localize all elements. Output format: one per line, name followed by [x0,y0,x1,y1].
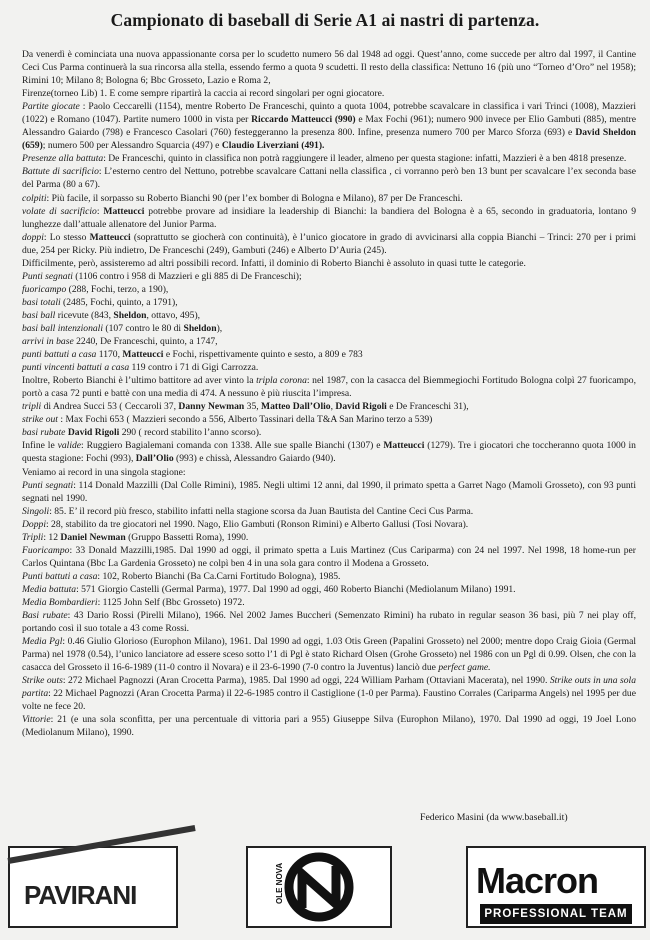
category-label: Doppi [22,518,46,530]
article-paragraph [22,609,636,635]
paragraph-text: : De Franceschi, quinto in classifica non potrà raggiungere il leader, almeno per questa stagione: infatti, Mazzieri è a ben 4818 presenze. [103,153,627,165]
bold-name: Matteo Dall’Olio [261,401,331,413]
paragraph-text: 35, [244,401,262,413]
paragraph-text: : Max Fochi 653 ( Mazzieri secondo a 556, Alberto Tassinari della T&A San Marino terzo a 539) [57,414,433,426]
category-label: valide [57,440,82,452]
paragraph-text: : 114 Donald Mazzilli (Dal Colle Rimini), 1985. Negli ultimi 12 anni, dal 1990, il primato spetta a Garret Nago (Mamoli Grosseto), con 93 punti segnati nel 1990. [22,479,636,504]
article-paragraph [22,283,636,296]
category-label: Punti battuti a casa [22,570,98,582]
article-paragraph [22,596,636,609]
paragraph-text: : nel 1987, con la casacca del Biemmegiochi Fortitudo Bologna colpì 27 fuoricampo, portò a casa 72 punti e battè con una media di 474. A nessuno è più riuscita l’impresa. [22,375,637,400]
article-paragraph [22,374,636,400]
article-body [22,48,636,739]
article-paragraph [22,426,636,439]
category-label: doppi [22,231,44,243]
bold-name: Sheldon [183,322,217,334]
category-label: basi ball intenzionali [22,322,104,334]
category-label: strike out [22,414,58,426]
pavirani-logo [8,846,178,928]
paragraph-text: (Gruppo Bassetti Roma), 1990. [125,531,249,543]
category-label: Strike outs [22,675,63,687]
paragraph-text: (107 contro le 80 di [103,322,184,334]
paragraph-text: : 571 Giorgio Castelli (Germal Parma), 1977. Dal 1990 ad oggi, 460 Roberto Bianchi (Mediolanum Milano) 1991. [76,583,516,595]
paragraph-text: potrebbe provare ad insidiare la leadership di Bianchi: la bandiera del Bologna è a 65, secondo in graduatoria, lontano 9 lunghezze dall’attuale allenatore del Junior Parma. [22,205,636,230]
category-label: Strike outs in una sola partita [22,675,636,700]
article-paragraph [22,479,636,505]
bold-name: Claudio Liverziani (491). [221,140,325,152]
article-paragraph [22,270,636,283]
bold-name: Sheldon [113,309,147,321]
paragraph-text: Difficilmente, però, assisteremo ad altri possibili record. Infatti, il dominio di Roberto Bianchi è assoluto in quasi tutte le categorie. [22,257,526,269]
paragraph-text: 1170, [96,349,123,361]
paragraph-text: , [330,401,336,413]
olenova-logo [246,846,392,928]
paragraph-text: : 12 [43,531,61,543]
article-paragraph [22,570,636,583]
paragraph-text: : 0.46 Giulio Glorioso (Europhon Milano), 1961. Dal 1990 ad oggi, 1.03 Otis Green (Papalini Grosseto) nel 2000; mentre dopo Craig Gioia (Germal Parma) nel 1978 (0.54), l’unico lanciatore ad essere sceso sotto l’1 di Pgl è stato Richard Olsen (Grohe Grosseto) nel 1986 con un Pgl di 0.99. Olsen, che con la casacca del Grosseto il 16-6-1989 (11-0 contro il Novara) e il 23-6-1990 (7-0 contro la Juventus) lanciò due [22,636,637,674]
logo-stripe [7,825,195,864]
bold-name: Matteucci [383,440,425,452]
category-label: tripla corona [256,375,307,387]
article-paragraph [22,48,636,87]
category-label: volate di sacrificio [22,205,97,217]
paragraph-text: (1106 contro i 958 di Mazzieri e gli 885 di De Franceschi); [72,270,302,282]
article-paragraph [22,152,636,165]
category-label: Punti segnati [22,270,73,282]
paragraph-text: 290 ( record stabilito l’anno scorso). [119,427,262,439]
category-label: Media Bombardieri [22,596,98,608]
paragraph-text: (1279). Tre i giocatori che toccheranno quota 1000 in questa stagione: Fochi (993), [22,440,636,465]
category-label: Media Pgl [22,636,63,648]
paragraph-text: : 22 Michael Pagnozzi (Aran Crocetta Parma) il 22-6-1985 contro il Castiglione (1-0 per Parma). Faustino Corrales (Cariparma Angels) nel 1995 per due volte ne fece 20. [22,688,636,713]
bold-name: Matteucci [89,231,131,243]
macron-logo [466,846,646,928]
paragraph-text: : 33 Donald Mazzilli,1985. Dal 1990 ad oggi, il primato spetta a Luis Martinez (Cus Cariparma) con 24 nel 1997. Nel 1998, 18 home-run per Carlos Quintana (Bbc La Gardenia Grosseto) ne colpì ben 4 in una sola gara contro il Modena a Grosseto. [22,544,636,569]
article-paragraph [22,165,636,191]
paragraph-text: : [96,205,104,217]
bold-name: Danny Newman [178,401,245,413]
category-label: arrivi in base [22,336,74,348]
category-label: Basi rubate [22,610,68,622]
paragraph-text: : Paolo Ceccarelli (1154), mentre Roberto De Franceschi, quinto a quota 1004, potrebbe scavalcare in classifica i vari Trinci (1008), Mazzieri (1022) e Romano (1047). Partite numero 1000 in vista per [22,101,636,126]
article-paragraph [22,231,636,257]
category-label: punti vincenti battuti a casa [22,362,130,374]
article-title: Campionato di baseball di Serie A1 ai nastri di partenza. [110,10,540,30]
bold-name: David Rigoli [335,401,387,413]
article-paragraph [22,466,636,479]
paragraph-text: (2485, Fochi, quinto, a 1791), [60,296,178,308]
article-paragraph [22,87,636,100]
category-label: basi ball [22,309,56,321]
paragraph-text: : Più facile, il sorpasso su Roberto Bianchi 90 (per l’ex bomber di Bologna e Milano), 87 per De Franceschi. [46,192,463,204]
article-paragraph [22,309,636,322]
paragraph-text: Inoltre, Roberto Bianchi è l’ultimo battitore ad aver vinto la [22,375,257,387]
paragraph-text: : 21 (e una sola sconfitta, per una percentuale di vittoria pari a 955) Giuseppe Silva (Europhon Milano), 1970. Dal 1990 ad oggi, 19 Joel Lono (Mediolanum Milano), 1990. [22,714,636,739]
paragraph-text: 119 contro i 71 di Gigi Carrozza. [129,362,259,374]
article-paragraph [22,674,636,713]
article-paragraph [22,413,636,426]
paragraph-text: : Lo stesso [43,231,90,243]
paragraph-text: e Max Fochi (961); numero 900 invece per Elio Gambuti (885), mentre Alessandro Gaiardo (798) e Francesco Casolari (760) festeggeranno la presenza 800. Infine, presenza numero 700 per Marco Sforza (693) e [22,114,636,139]
paragraph-text: Firenze(torneo Lib) 1. E come sempre ripartirà la caccia ai record singolari per ogni giocatore. [22,88,385,100]
paragraph-text: e Fochi, rispettivamente quinto e sesto, a 809 e 783 [163,349,363,361]
category-label: Partite giocate [22,101,80,113]
article-paragraph [22,583,636,596]
category-label: Media battuta [22,583,77,595]
bold-name: David Sheldon (659) [22,127,636,152]
paragraph-text: : 43 Dario Rossi (Pirelli Milano), 1966. Nel 2002 James Buccheri (Semenzato Rimini) ha rubato in regular season 36 basi, più 7 nei play off, portando così il suo totale a 43 come Rossi. [22,610,636,635]
paragraph-text: Infine le [22,440,58,452]
paragraph-text: ricevute (843, [55,309,114,321]
article-paragraph [22,296,636,309]
article-paragraph [22,713,636,739]
macron-logo-subtitle: PROFESSIONAL TEAM [480,904,632,924]
paragraph-text: : 272 Michael Pagnozzi (Aran Crocetta Parma), 1985. Dal 1990 ad oggi, 224 William Parham (Ottaviani Macerata), nel 1990. [62,675,550,687]
category-label: punti battuti a casa [22,349,97,361]
article-credit: Federico Masini (da www.baseball.it) [420,812,568,823]
category-label: fuoricampo [22,283,67,295]
category-label: tripli [22,401,42,413]
paragraph-text: : 102, Roberto Bianchi (Ba Ca.Carni Fortitudo Bologna), 1985. [97,570,341,582]
article-paragraph [22,518,636,531]
article-paragraph [22,348,636,361]
paragraph-text: di Andrea Succi 53 ( Ceccaroli 37, [41,401,179,413]
paragraph-text: : 1125 John Self (Bbc Grosseto) 1972. [97,596,245,608]
article-paragraph [22,400,636,413]
bold-name: David Rigoli [67,427,120,439]
article-paragraph [22,205,636,231]
article-paragraph [22,335,636,348]
bold-name: Daniel Newman [60,531,126,543]
paragraph-text: ; numero 500 per Alessandro Squarcia (497) e [42,140,222,152]
article-paragraph [22,257,636,270]
category-label: Presenze alla battuta [22,153,104,165]
article-paragraph [22,635,636,674]
category-label: Tripli [22,531,44,543]
paragraph-text: , ottavo, 495), [146,309,201,321]
paragraph-text: Veniamo ai record in una singola stagione: [22,466,186,478]
article-paragraph [22,439,636,465]
category-label: Singoli [22,505,50,517]
paragraph-text: : 85. E’ il record più fresco, stabilito infatti nella stagione scorsa da Juan Bautista del Cantine Ceci Cus Parma. [49,505,474,517]
category-label: Fuoricampo [22,544,70,556]
paragraph-text: 2240, De Franceschi, quinto, a 1747, [73,336,218,348]
paragraph-text: ), [216,322,223,334]
category-label: basi totali [22,296,61,308]
category-label: Vittorie [22,714,51,726]
article-paragraph [22,531,636,544]
article-paragraph [22,544,636,570]
macron-logo-text: Macron [476,860,599,901]
paragraph-text: : L’esterno centro del Nettuno, potrebbe scavalcare Cattani nella classifica , ci vorranno però ben 13 bunt per scavalcare l’ex seconda base del Parma (80 a 67). [22,166,636,191]
article-paragraph [22,100,636,152]
article-paragraph [22,361,636,374]
paragraph-text: e De Franceschi 31), [386,401,469,413]
olenova-emblem [248,848,390,926]
article-paragraph [22,322,636,335]
category-label: perfect game. [438,662,491,674]
category-label: Battute di sacrificio [22,166,99,178]
paragraph-text: (993) e chissà, Alessandro Gaiardo (940). [173,453,336,465]
bold-name: Dall’Olio [135,453,174,465]
paragraph-text: (soprattutto se giocherà con continuità), è l’unico giocatore in grado di avvicinarsi alla coppia Bianchi – Trinci: 270 per i primi due, 254 per Ricky. Più indietro, De Franceschi (249), Gambuti (246) e Alberto D’Auria (245). [22,231,636,256]
paragraph-text: (288, Fochi, terzo, a 190), [66,283,169,295]
article-paragraph [22,192,636,205]
paragraph-text: : 28, stabilito da tre giocatori nel 1990. Nago, Elio Gambuti (Ronson Rimini) e Alberto Gallusi (Tosi Novara). [45,518,469,530]
bold-name: Riccardo Matteucci (990) [251,114,356,126]
bold-name: Matteucci [122,349,164,361]
article-paragraph [22,505,636,518]
pavirani-logo-text: PAVIRANI [24,880,137,910]
bold-name: Matteucci [103,205,145,217]
category-label: colpiti [22,192,47,204]
category-label: Punti segnati [22,479,74,491]
paragraph-text: Da venerdì è cominciata una nuova appassionante corsa per lo scudetto numero 56 dal 1948 ad oggi. Quest’anno, come succede per altro dal 1997, il Cantine Ceci Cus Parma continuerà la sua rincorsa alla stella, essendo fermo a quota 9 scudetti. Il resto della classifica: Nettuno 16 (più uno “Torneo d’Oro” nel 1958); Rimini 10; Milano 8; Bologna 6; Bbc Grosseto, Lazio e Roma 2, [22,49,636,87]
paragraph-text: : Ruggiero Bagialemani comanda con 1338. Alle sue spalle Bianchi (1307) e [81,440,384,452]
olenova-small-text: OLE NOVA [275,862,284,904]
category-label: basi rubate [22,427,66,439]
